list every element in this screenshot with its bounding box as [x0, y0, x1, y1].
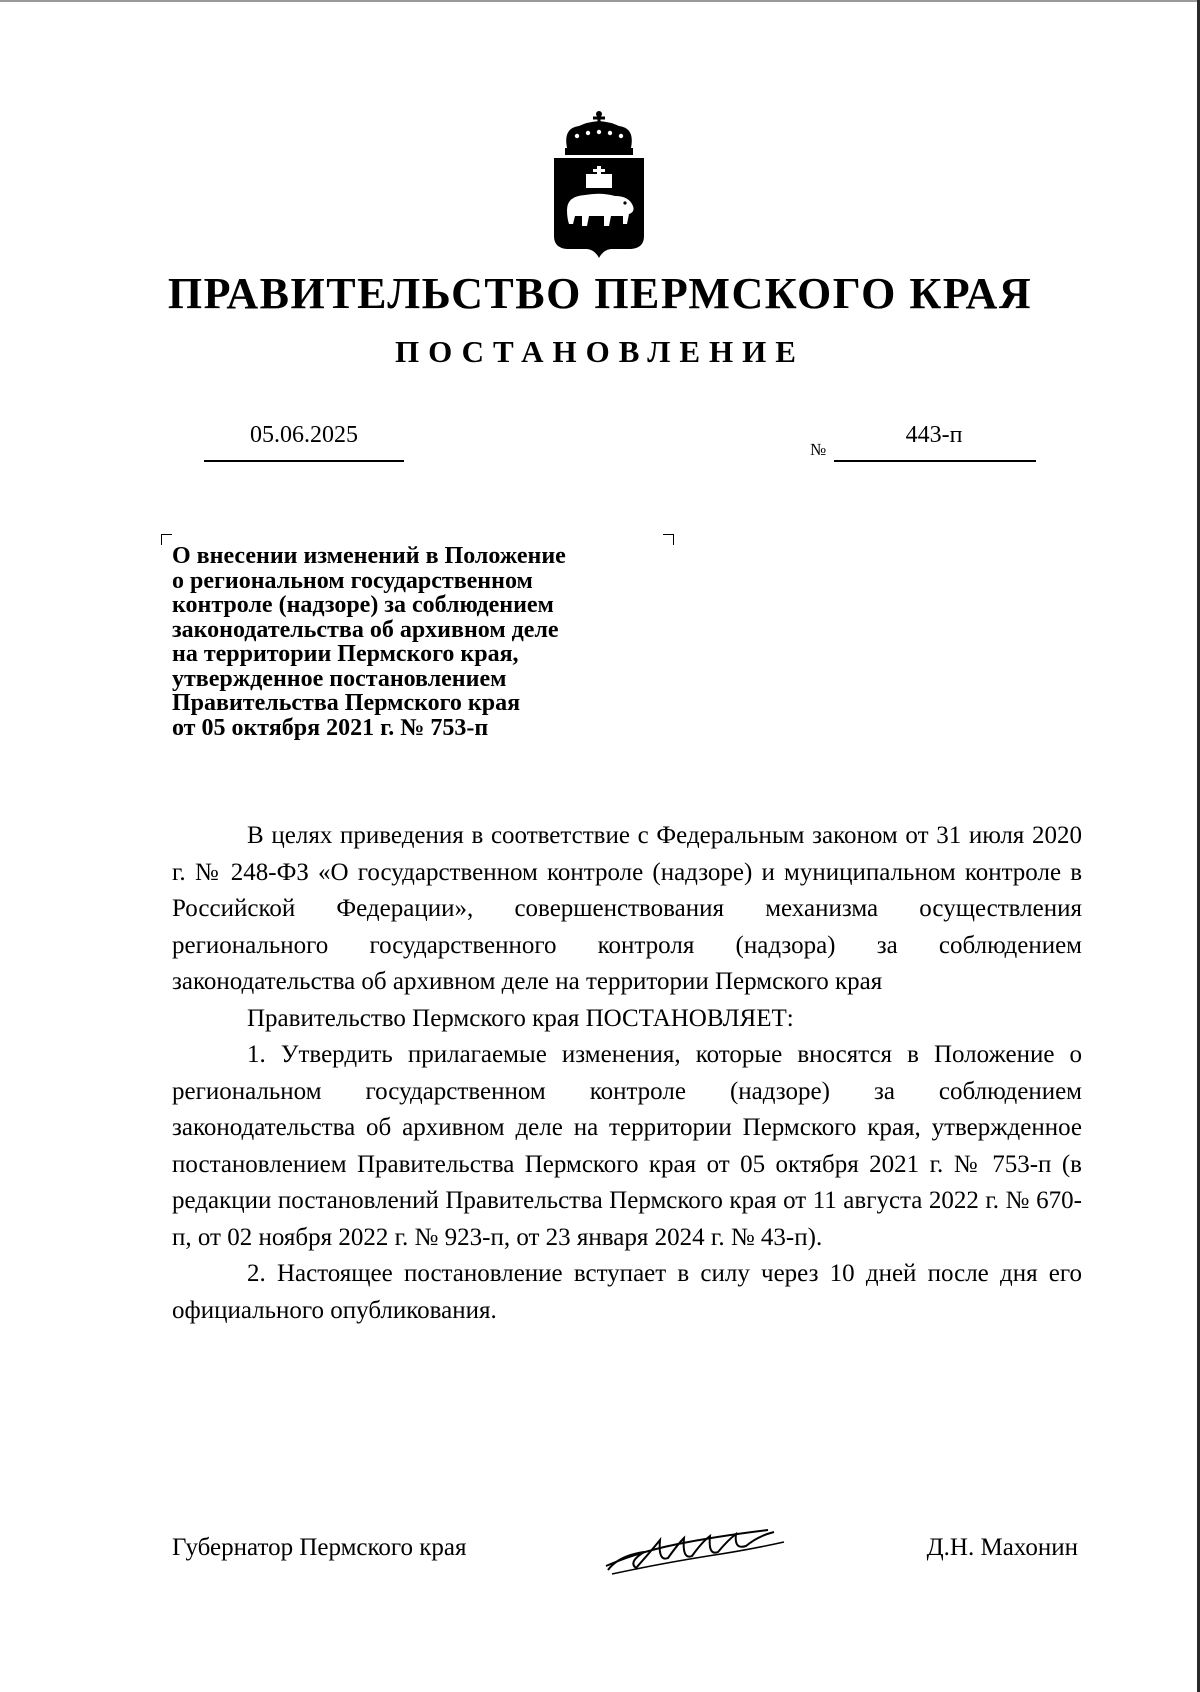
body-paragraph: 1. Утвердить прилагаемые изменения, которые вносятся в Положение о региональном государственном контроле (надзоре) за соблюдением законодательства об архивном деле на территории Пермского края, утвержденное постановлением Правительства Пермского края от 05 октября 2021 г. № 753-п (в редакции постановлений Правительства Пермского края от 11 августа 2022 г. № 670-п, от 02 ноября 2022 г. № 923-п, от 23 января 2024 г. № 43-п).	[172, 1041, 1082, 1251]
date-underline	[204, 460, 404, 462]
body-paragraph: 2. Настоящее постановление вступает в силу через 10 дней после дня его официального опубликования.	[172, 1260, 1082, 1324]
handwritten-signature	[598, 1516, 788, 1582]
number-underline	[834, 460, 1036, 462]
government-title: ПРАВИТЕЛЬСТВО ПЕРМСКОГО КРАЯ	[167, 269, 1033, 318]
document-number: 443-п	[905, 422, 963, 448]
body-paragraph: В целях приведения в соответствие с Федеральным законом от 31 июля 2020 г. № 248-ФЗ «О государственном контроле (надзоре) и муниципальном контроле в Российской Федерации», совершенствования механизма осуществления регионального государственного контроля (надзора) за соблюдением законодательства об архивном деле на территории Пермского края	[172, 822, 1082, 995]
subject-line: от 05 октября 2021 г. № 753-п	[172, 714, 489, 741]
subject-line: контроле (надзоре) за соблюдением	[172, 592, 554, 618]
subject-line: О внесении изменений в Положение	[172, 543, 566, 569]
document-subject	[172, 544, 672, 740]
document-type: ПОСТАНОВЛЕНИЕ	[395, 334, 805, 369]
document-body	[172, 818, 1082, 1329]
signatory-position: Губернатор Пермского края	[172, 1534, 467, 1561]
subject-line: утвержденное постановлением	[172, 665, 507, 692]
subject-line: о региональном государственном	[172, 567, 533, 594]
subject-line: на территории Пермского края,	[172, 641, 519, 667]
subject-line: законодательства об архивном деле	[172, 616, 559, 643]
number-sign: №	[810, 440, 827, 459]
body-paragraph: Правительство Пермского края ПОСТАНОВЛЯЕТ:	[247, 1004, 794, 1032]
subject-line: Правительства Пермского края	[172, 690, 521, 716]
scan-top-edge	[0, 0, 1200, 2]
signatory-name: Д.Н. Махонин	[926, 1534, 1078, 1561]
perm-krai-coat-of-arms-icon	[553, 108, 645, 258]
document-date: 05.06.2025	[250, 422, 358, 448]
subject-corner-left	[161, 534, 172, 545]
